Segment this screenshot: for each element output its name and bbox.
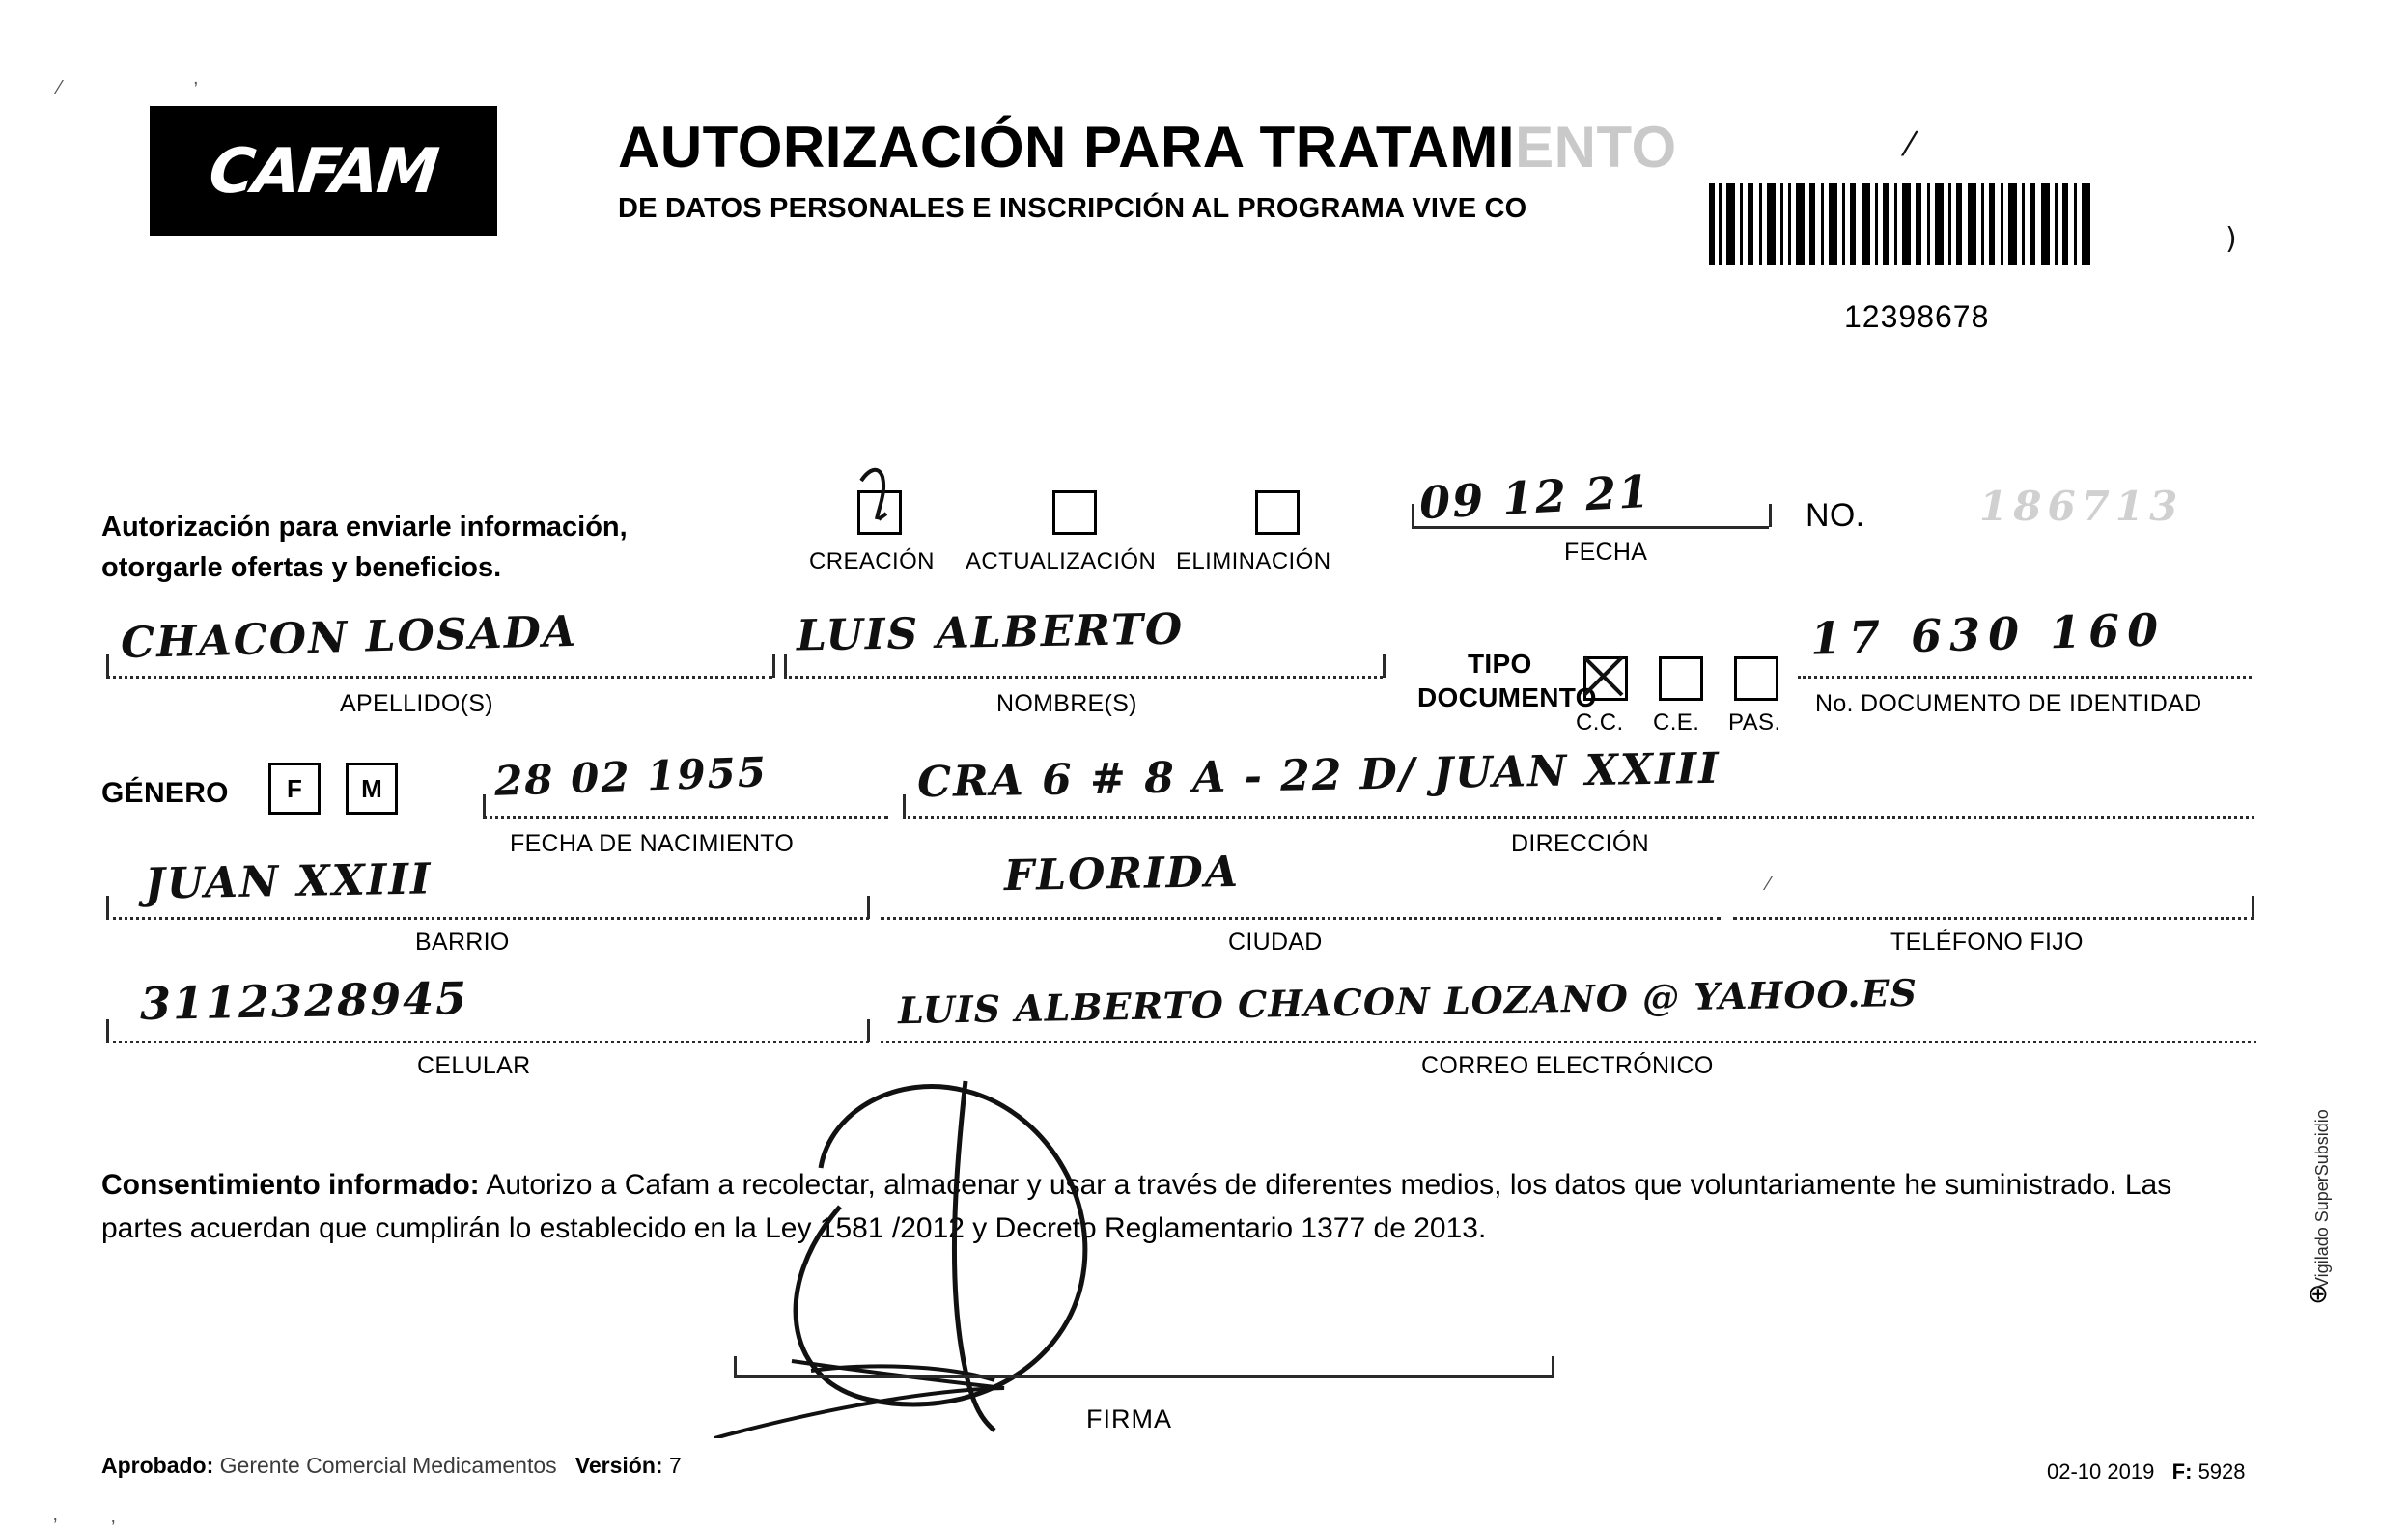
correo-label: CORREO ELECTRÓNICO [1421,1052,1714,1079]
footer-left [101,1453,682,1479]
checkbox-eliminacion-label: ELIMINACIÓN [1176,548,1331,574]
barrio-tick-left [106,896,109,919]
tipo-documento-label-2: DOCUMENTO [1417,682,1597,712]
consent-heading: Consentimiento informado: [101,1169,480,1201]
footer-aprobado-label: Aprobado: [101,1453,214,1478]
apellidos-line [106,676,772,679]
fecha-line-tick-left [1412,504,1414,527]
genero-option-m[interactable] [346,763,398,815]
no-documento-value: 17 630 160 [1809,603,2167,665]
stray-mark-bottom-left-2: ‚ [111,1506,116,1527]
genero-option-m-label: M [361,773,382,803]
authorization-text [101,507,758,588]
nombres-label: NOMBRE(S) [996,690,1137,717]
stray-mark-top-left-2: , [193,68,199,89]
stray-mark-bottom-left: ‚ [53,1504,58,1525]
footer-right [2047,1459,2246,1485]
fecha-line-tick-right [1769,504,1772,527]
authorization-text-line1: Autorización para enviarle información, [101,512,628,542]
no-documento-line [1798,676,2252,679]
page-title-visible: AUTORIZACIÓN PARA TRATAMI [618,115,1516,180]
page-subtitle: DE DATOS PERSONALES E INSCRIPCIÓN AL PROGRAMA VIVE CO [618,193,1527,224]
checkbox-eliminacion[interactable] [1255,490,1300,535]
fecha-nacimiento-line [483,816,888,819]
consent-body: Autorizo a Cafam a recolectar, almacenar y usar a través de diferentes medios, los datos que voluntariamente he suministrado. Las partes acuerdan que cumplirán lo establecido en la Ley 1581 /2012 y Decreto Reglamentario 1377 de 2013. [101,1169,2172,1244]
barcode [1709,183,2095,265]
stray-mark-right: ) [2226,222,2237,256]
telefono-fijo-label: TELÉFONO FIJO [1890,929,2084,956]
checkbox-actualizacion-label: ACTUALIZACIÓN [966,548,1157,574]
apellidos-label: APELLIDO(S) [340,690,493,717]
genero-label: GÉNERO [101,777,229,809]
signature-drawing [676,1052,1641,1438]
no-label: NO. [1806,497,1865,534]
footer-aprobado-value: Gerente Comercial Medicamentos [219,1453,557,1478]
footer-code-value: 5928 [2198,1459,2246,1484]
checkbox-ce[interactable] [1659,656,1703,701]
direccion-label: DIRECCIÓN [1511,830,1649,857]
footer-date: 02-10 2019 [2047,1459,2155,1484]
celular-value: 3112328945 [139,972,469,1030]
authorization-text-line2: otorgarle ofertas y beneficios. [101,552,502,584]
footer-code-label: F: [2171,1459,2193,1484]
barrio-value: JUAN XXIII [144,854,433,909]
fecha-nacimiento-label: FECHA DE NACIMIENTO [510,830,795,857]
correo-value: LUIS ALBERTO CHACON LOZANO @ YAHOO.ES [897,970,1918,1033]
footer-version-value: 7 [668,1453,682,1478]
apellidos-tick-right [772,654,775,678]
page-title [618,114,1677,181]
telefono-fijo-tick-right [2252,896,2254,919]
stray-mark-telefono: ⁄ [1767,874,1771,895]
signature-line-tick-left [734,1356,737,1377]
genero-option-f-label: F [287,773,302,803]
apellidos-value: CHACON LOSADA [120,606,578,669]
nombres-value: LUIS ALBERTO [796,604,1185,661]
no-documento-label: No. DOCUMENTO DE IDENTIDAD [1815,690,2202,717]
barrio-label: BARRIO [415,929,510,956]
fecha-nacimiento-tick-left [483,794,486,818]
celular-tick-left [106,1019,109,1042]
no-value: 186713 [1979,483,2184,530]
nombres-tick-left [784,654,787,678]
barrio-line [106,917,869,920]
ciudad-label: CIUDAD [1228,929,1323,956]
correo-line [881,1041,2256,1043]
celular-tick-right [867,1019,870,1042]
cafam-logo-text: CAFAM [206,135,441,208]
checkbox-actualizacion[interactable] [1052,490,1097,535]
direccion-value: CRA 6 # 8 A - 22 D/ JUAN XXIII [916,743,1722,808]
checkbox-cc-label: C.C. [1576,709,1624,736]
checkbox-ce-label: C.E. [1653,709,1700,736]
tipo-documento-label-1: TIPO [1468,649,1532,679]
signature-line-tick-right [1552,1356,1554,1377]
apellidos-tick-left [106,654,109,678]
ciudad-line [881,917,1721,920]
stray-mark-top-right: ⁄ [1907,125,1913,164]
nombres-line [784,676,1383,679]
barrio-tick-right [867,896,870,919]
supersubsidio-icon: ⊕ [2308,1279,2329,1308]
creacion-check-mark [850,463,917,541]
genero-option-f[interactable] [268,763,321,815]
ciudad-value: FLORIDA [1003,847,1241,902]
checkbox-creacion-label: CREACIÓN [809,548,935,574]
stray-mark-top-left: ⁄ [58,77,62,98]
celular-line [106,1041,869,1043]
page-title-faded: ENTO [1515,115,1677,180]
checkbox-pas-label: PAS. [1728,709,1781,736]
celular-label: CELULAR [417,1052,531,1079]
fecha-label: FECHA [1564,539,1648,566]
cc-check-mark [1580,653,1628,701]
fecha-line [1412,526,1769,529]
direccion-tick-left [903,794,906,818]
signature-line [734,1375,1554,1378]
footer-vertical-note: Vigilado SuperSubsidio [2312,1109,2332,1289]
fecha-value: 09 12 21 [1417,464,1653,530]
nombres-tick-right [1383,654,1386,678]
cafam-logo [150,106,497,236]
checkbox-pas[interactable] [1734,656,1778,701]
telefono-fijo-line [1733,917,2254,920]
barcode-number: 12398678 [1844,299,1990,334]
signature-label: FIRMA [1086,1404,1172,1433]
fecha-nacimiento-value: 28 02 1955 [493,748,769,805]
direccion-line [903,816,2254,819]
footer-version-label: Versión: [574,1453,663,1478]
